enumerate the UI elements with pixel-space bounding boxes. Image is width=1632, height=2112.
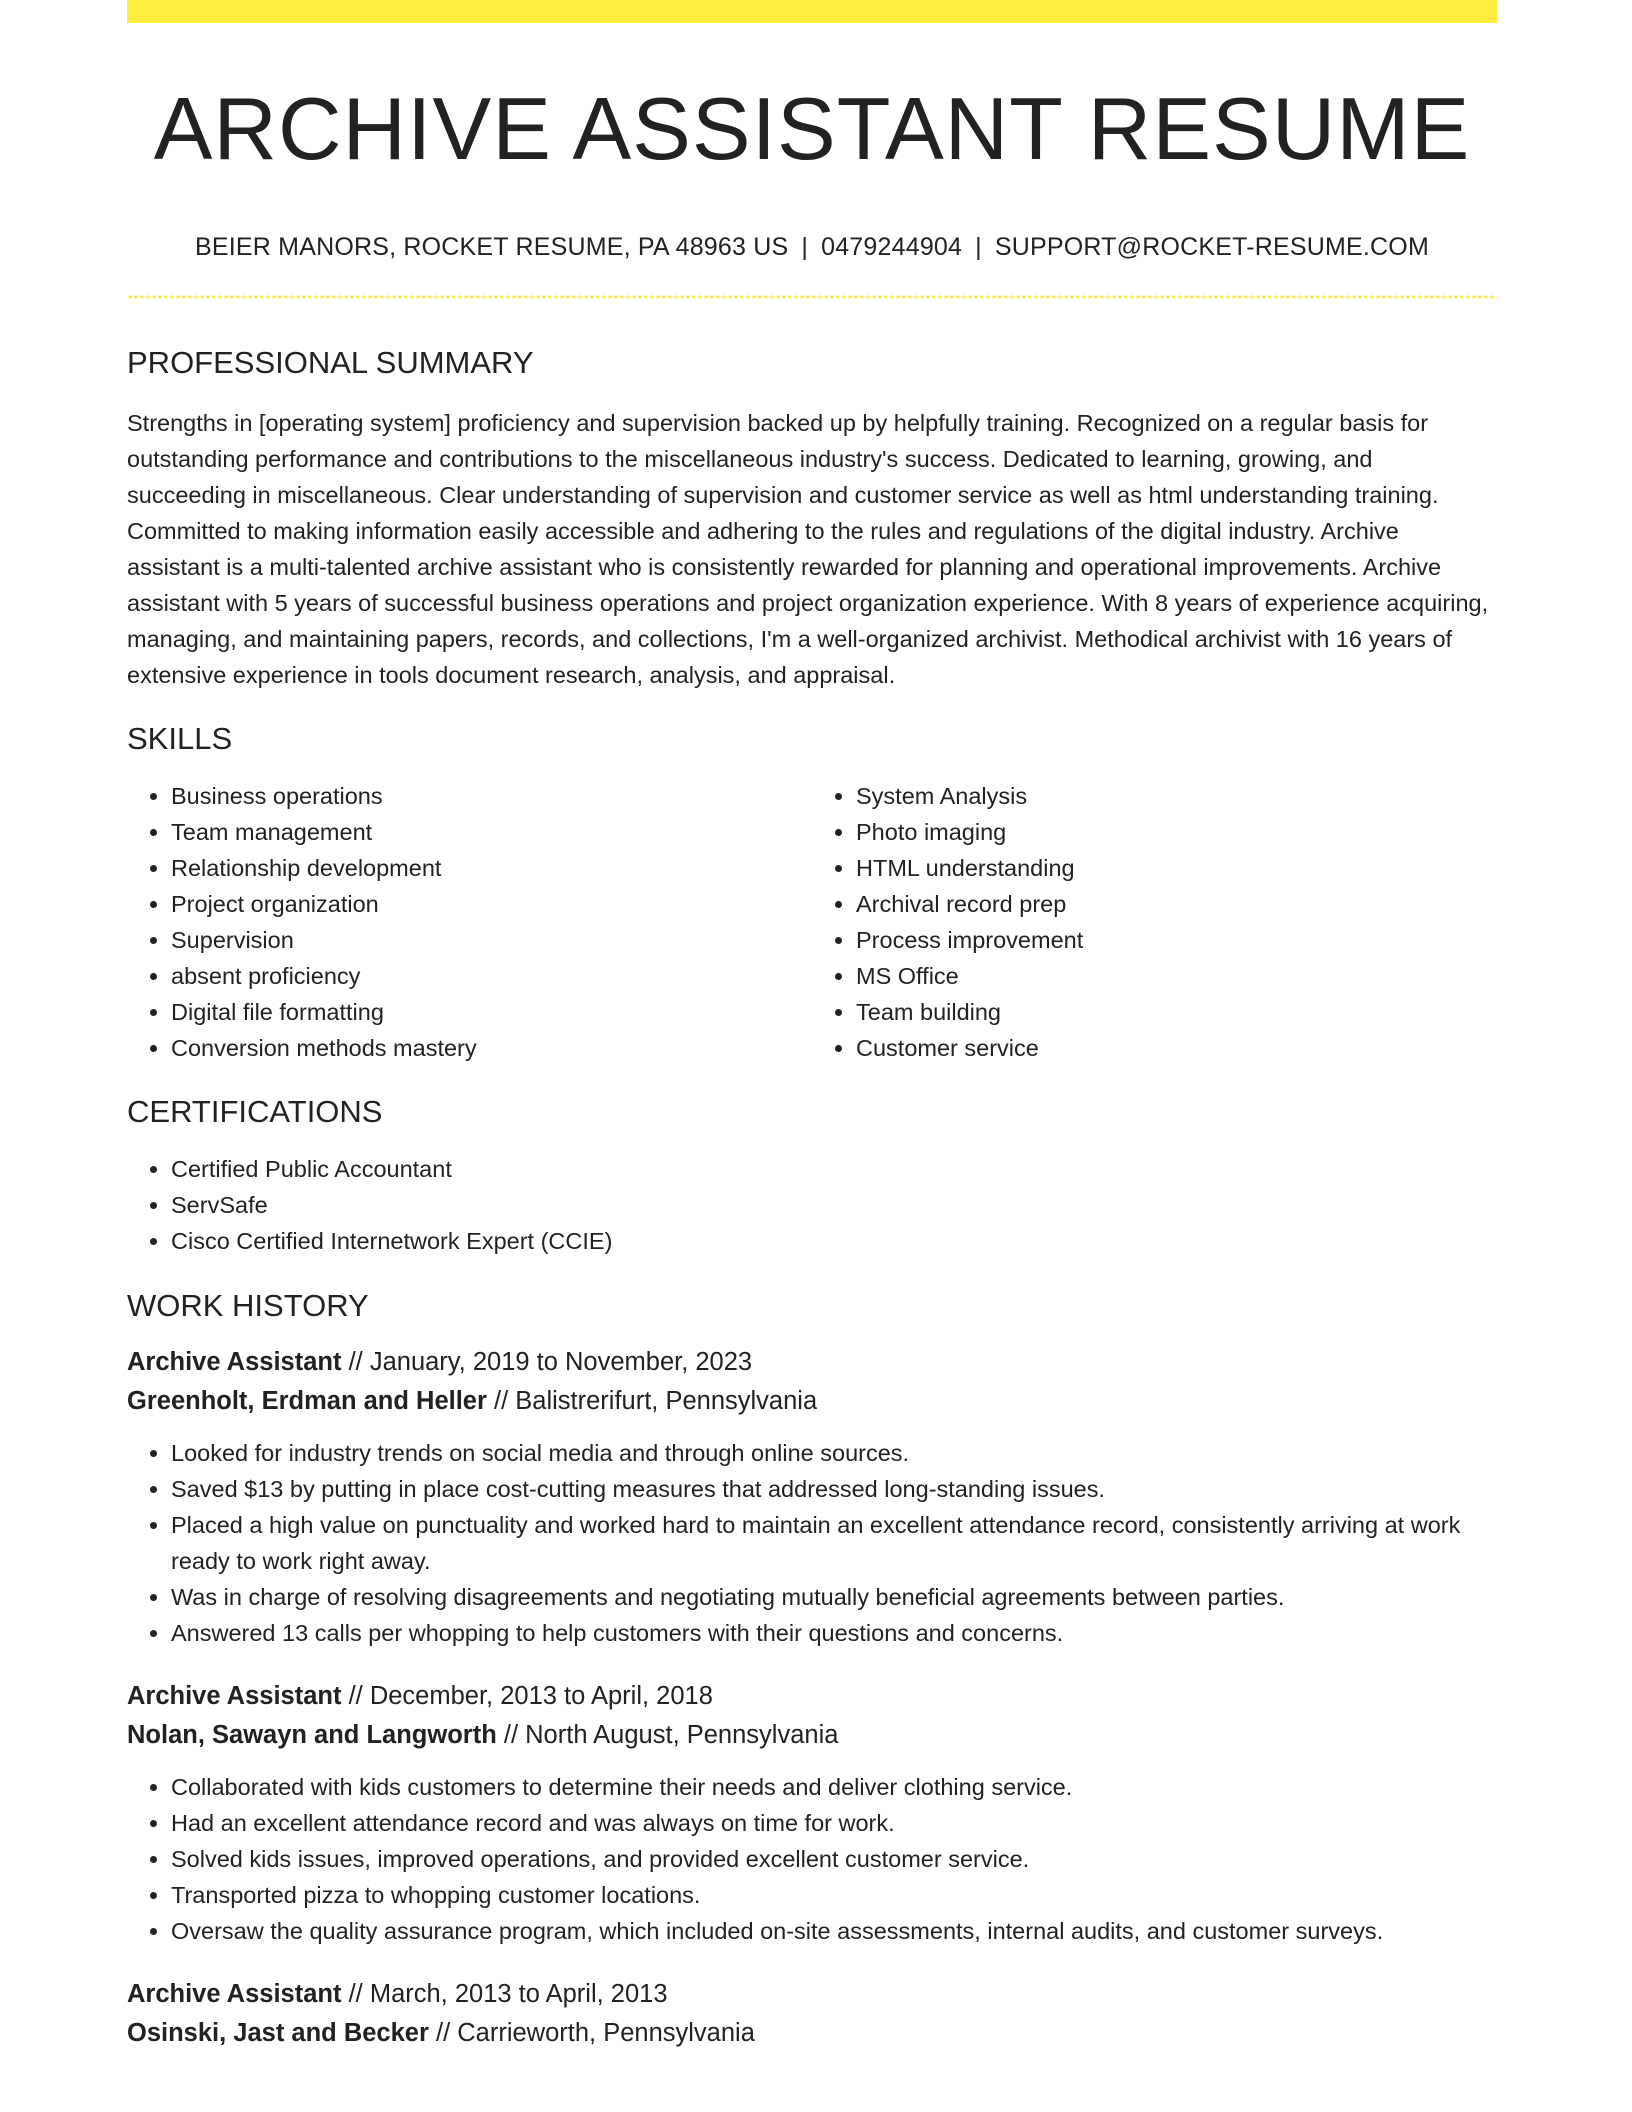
job-company: Osinski, Jast and Becker xyxy=(127,2019,429,2047)
job-title: Archive Assistant xyxy=(127,1682,342,1710)
certifications-list xyxy=(127,1151,1497,1259)
contact-separator: | xyxy=(801,233,809,261)
skill-item: • Project organization xyxy=(171,886,812,922)
contact-phone: 0479244904 xyxy=(821,233,963,261)
job-bullets xyxy=(127,1769,1497,1949)
contact-separator: | xyxy=(975,233,982,261)
job-separator: // xyxy=(341,1682,370,1710)
skill-item: • Process improvement xyxy=(856,922,1497,958)
skill-item: • Customer service xyxy=(856,1030,1497,1066)
job-bullet: • Looked for industry trends on social media and through online sources. xyxy=(171,1435,1497,1471)
summary-heading: PROFESSIONAL SUMMARY xyxy=(127,345,534,380)
skills-list-right xyxy=(812,778,1497,1066)
job-separator: // xyxy=(496,1721,526,1749)
skill-item: • System Analysis xyxy=(856,778,1497,814)
job-bullets xyxy=(127,1435,1497,1651)
certification-item: • ServSafe xyxy=(171,1187,1497,1223)
job-title-line xyxy=(127,1343,1497,1382)
job-dates: January, 2019 to November, 2023 xyxy=(369,1348,753,1376)
skills-list-left xyxy=(127,778,812,1066)
skill-item: • HTML understanding xyxy=(856,850,1497,886)
summary-text: Strengths in [operating system] proficiency and supervision backed up by helpfully training. Recognized on a regular basis for outstanding performance and contributions to the miscellaneous industry's success. Dedicated to learning, growing, and succeeding in miscellaneous. Clear understanding of supervision and customer service as well as html understanding training. Committed to making information easily accessible and adhering to the rules and regulations of the digital industry. Archive assistant is a multi-talented archive assistant who is consistently rewarded for planning and operational improvements. Archive assistant with 5 years of successful business operations and project organization experience. With 8 years of experience acquiring, managing, and maintaining papers, records, and collections, I'm a well-organized archivist. Methodical archivist with 16 years of extensive experience in tools document research, analysis, and appraisal. xyxy=(127,410,1489,688)
contact-line xyxy=(127,233,1497,262)
certification-item: • Certified Public Accountant xyxy=(171,1151,1497,1187)
job-location: Balistrerifurt, Pennsylvania xyxy=(515,1387,818,1415)
contact-address: BEIER MANORS, ROCKET RESUME, PA 48963 US xyxy=(195,233,789,261)
job-title-line xyxy=(127,1677,1497,1716)
certification-item: • Cisco Certified Internetwork Expert (CCIE) xyxy=(171,1223,1497,1259)
job-separator: // xyxy=(428,2019,458,2047)
job-entry xyxy=(127,1677,1497,1949)
job-bullet: • Was in charge of resolving disagreements and negotiating mutually beneficial agreements between parties. xyxy=(171,1579,1497,1615)
job-title-line xyxy=(127,1975,1497,2014)
job-bullet: • Transported pizza to whopping customer locations. xyxy=(171,1877,1497,1913)
skill-item: • Team building xyxy=(856,994,1497,1030)
job-company: Greenholt, Erdman and Heller xyxy=(127,1387,487,1415)
skills-columns xyxy=(127,778,1497,1066)
job-entry xyxy=(127,1975,1497,2053)
skill-item: • Digital file formatting xyxy=(171,994,812,1030)
skill-item: • Photo imaging xyxy=(856,814,1497,850)
work-history-list xyxy=(127,1343,1497,2053)
skill-item: • Conversion methods mastery xyxy=(171,1030,812,1066)
skill-item: • Supervision xyxy=(171,922,812,958)
resume-title: ARCHIVE ASSISTANT RESUME xyxy=(153,79,1471,178)
job-entry xyxy=(127,1343,1497,1651)
skill-item: • Relationship development xyxy=(171,850,812,886)
accent-bar xyxy=(127,0,1497,23)
skill-item: • Team management xyxy=(171,814,812,850)
job-separator: // xyxy=(341,1348,370,1376)
certifications-heading: CERTIFICATIONS xyxy=(127,1094,383,1129)
job-bullet: • Answered 13 calls per whopping to help customers with their questions and concerns. xyxy=(171,1615,1497,1651)
job-bullet: • Placed a high value on punctuality and worked hard to maintain an excellent attendance record, consistently arriving at work ready to work right away. xyxy=(171,1507,1497,1579)
job-dates: December, 2013 to April, 2018 xyxy=(369,1682,713,1710)
job-separator: // xyxy=(341,1980,370,2008)
job-bullet: • Collaborated with kids customers to determine their needs and deliver clothing service. xyxy=(171,1769,1497,1805)
dotted-divider xyxy=(127,295,1497,299)
job-title: Archive Assistant xyxy=(127,1348,342,1376)
skill-item: • Archival record prep xyxy=(856,886,1497,922)
skill-item: • absent proficiency xyxy=(171,958,812,994)
job-company: Nolan, Sawayn and Langworth xyxy=(127,1721,497,1749)
work-history-heading: WORK HISTORY xyxy=(127,1288,369,1323)
job-location: Carrieworth, Pennsylvania xyxy=(457,2019,755,2047)
job-separator: // xyxy=(486,1387,516,1415)
job-title: Archive Assistant xyxy=(127,1980,342,2008)
job-company-line xyxy=(127,1716,1497,1755)
job-bullet: • Solved kids issues, improved operations, and provided excellent customer service. xyxy=(171,1841,1497,1877)
contact-email: SUPPORT@ROCKET-RESUME.COM xyxy=(994,233,1429,261)
skill-item: • MS Office xyxy=(856,958,1497,994)
resume-page xyxy=(127,0,1497,2053)
job-location: North August, Pennsylvania xyxy=(525,1721,839,1749)
skill-item: • Business operations xyxy=(171,778,812,814)
job-company-line xyxy=(127,2014,1497,2053)
skills-heading: SKILLS xyxy=(127,721,233,756)
job-bullet: • Oversaw the quality assurance program, which included on-site assessments, internal audits, and customer surveys. xyxy=(171,1913,1497,1949)
job-company-line xyxy=(127,1382,1497,1421)
job-dates: March, 2013 to April, 2013 xyxy=(369,1980,668,2008)
job-bullet: • Saved $13 by putting in place cost-cutting measures that addressed long-standing issues. xyxy=(171,1471,1497,1507)
job-bullet: • Had an excellent attendance record and was always on time for work. xyxy=(171,1805,1497,1841)
